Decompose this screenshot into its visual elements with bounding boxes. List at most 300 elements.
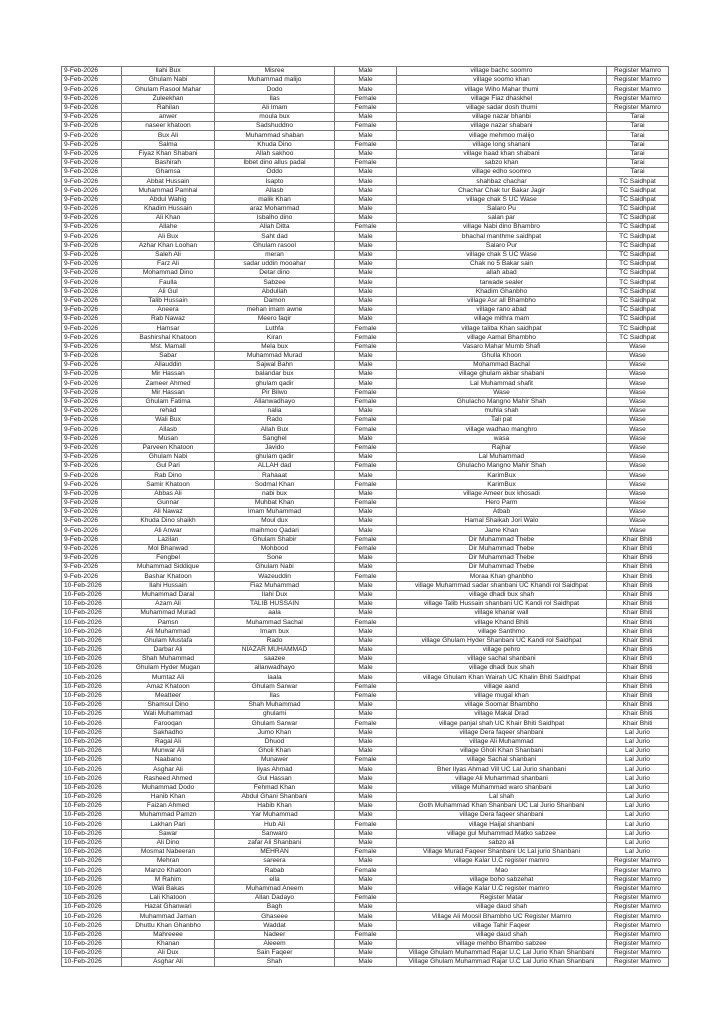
table-row xyxy=(62,241,669,250)
address-cell: village dhadi bux shah xyxy=(397,664,607,673)
date-cell: 9-Feb-2026 xyxy=(62,168,122,177)
guardian-cell: Muhammad Murad xyxy=(215,351,335,360)
name-cell: Mehran xyxy=(122,857,215,866)
address-cell: Wase xyxy=(397,388,607,397)
unit-cell: Register Mamro xyxy=(607,949,669,958)
unit-cell: Lal Jurio xyxy=(607,765,669,774)
gender-cell: Male xyxy=(335,939,397,948)
name-cell: rehad xyxy=(122,406,215,415)
guardian-cell: Bagh xyxy=(215,903,335,912)
guardian-cell: Dodo xyxy=(215,85,335,94)
address-cell: Ghulacho Mangno Mahir Shah xyxy=(397,462,607,471)
table-row xyxy=(62,462,669,471)
gender-cell: Male xyxy=(335,949,397,958)
guardian-cell: araz Mohammad xyxy=(215,204,335,213)
address-cell: village chak S UC Wase xyxy=(397,250,607,259)
unit-cell: Register Mamro xyxy=(607,875,669,884)
guardian-cell: Ghulam Nabi xyxy=(215,563,335,572)
address-cell: village Haijal shanbani xyxy=(397,820,607,829)
guardian-cell: Allah sakhoo xyxy=(215,149,335,158)
unit-cell: Lal Jurio xyxy=(607,756,669,765)
gender-cell: Male xyxy=(335,553,397,562)
guardian-cell: Munawer xyxy=(215,756,335,765)
table-row xyxy=(62,728,669,737)
address-cell: tarwade sealer xyxy=(397,278,607,287)
address-cell: village taliba Khan saidhpat xyxy=(397,324,607,333)
name-cell: Wali Muhammad xyxy=(122,710,215,719)
unit-cell: TC Saidhpat xyxy=(607,177,669,186)
guardian-cell: Allanwadhayo xyxy=(215,397,335,406)
name-cell: Bashar Khatoon xyxy=(122,572,215,581)
table-row xyxy=(62,553,669,562)
name-cell: Lali Khatoon xyxy=(122,893,215,902)
unit-cell: Wase xyxy=(607,498,669,507)
unit-cell: Register Mamro xyxy=(607,94,669,103)
address-cell: village aand xyxy=(397,682,607,691)
name-cell: Muhammad Pamzn xyxy=(122,811,215,820)
date-cell: 9-Feb-2026 xyxy=(62,572,122,581)
date-cell: 9-Feb-2026 xyxy=(62,425,122,434)
date-cell: 10-Feb-2026 xyxy=(62,912,122,921)
table-row xyxy=(62,590,669,599)
table-row xyxy=(62,269,669,278)
table-row xyxy=(62,627,669,636)
gender-cell: Male xyxy=(335,67,397,76)
guardian-cell: ghulam qadir xyxy=(215,379,335,388)
date-cell: 9-Feb-2026 xyxy=(62,342,122,351)
address-cell: village Ghulam Khan Wairah UC Khalin Bhiti Saidhpat xyxy=(397,673,607,682)
gender-cell: Male xyxy=(335,315,397,324)
name-cell: Ilahi Hussain xyxy=(122,581,215,590)
guardian-cell: Dhuod xyxy=(215,737,335,746)
gender-cell: Female xyxy=(335,682,397,691)
table-row xyxy=(62,204,669,213)
address-cell: Vasaro Mahar Mumb Shafi xyxy=(397,342,607,351)
address-cell: Jame Khan xyxy=(397,526,607,535)
name-cell: Asghar Ali xyxy=(122,765,215,774)
date-cell: 9-Feb-2026 xyxy=(62,535,122,544)
name-cell: Meatteer xyxy=(122,691,215,700)
gender-cell: Male xyxy=(335,76,397,85)
gender-cell: Male xyxy=(335,857,397,866)
gender-cell: Female xyxy=(335,342,397,351)
address-cell: village mehbo Bhambo sabzee xyxy=(397,939,607,948)
gender-cell: Male xyxy=(335,241,397,250)
guardian-cell: Ali Imam xyxy=(215,103,335,112)
date-cell: 10-Feb-2026 xyxy=(62,829,122,838)
address-cell: village Asr all Bhambho xyxy=(397,296,607,305)
gender-cell: Male xyxy=(335,673,397,682)
guardian-cell: Fiaz Muhammad xyxy=(215,581,335,590)
gender-cell: Male xyxy=(335,912,397,921)
date-cell: 9-Feb-2026 xyxy=(62,186,122,195)
unit-cell: Wase xyxy=(607,462,669,471)
gender-cell: Male xyxy=(335,379,397,388)
date-cell: 10-Feb-2026 xyxy=(62,875,122,884)
unit-cell: Khair Bhiti xyxy=(607,691,669,700)
address-cell: Village Murad Faqeer Shanbani Uc Lal jurio Shanbani xyxy=(397,847,607,856)
guardian-cell: Muhammad Aneem xyxy=(215,884,335,893)
date-cell: 9-Feb-2026 xyxy=(62,232,122,241)
date-cell: 9-Feb-2026 xyxy=(62,379,122,388)
address-cell: village pehro xyxy=(397,645,607,654)
address-cell: village Khand Bhiti xyxy=(397,618,607,627)
unit-cell: Khair Bhiti xyxy=(607,544,669,553)
table-row xyxy=(62,122,669,131)
address-cell: Hamal Shaikah Jori Walo xyxy=(397,517,607,526)
guardian-cell: Ghulam Sarwar xyxy=(215,682,335,691)
name-cell: Faizan Ahmed xyxy=(122,802,215,811)
guardian-cell: malik Khan xyxy=(215,195,335,204)
gender-cell: Male xyxy=(335,517,397,526)
gender-cell: Female xyxy=(335,572,397,581)
guardian-cell: Shah Muhammad xyxy=(215,700,335,709)
address-cell: village Kalar U.C register mamro xyxy=(397,884,607,893)
table-row xyxy=(62,406,669,415)
gender-cell: Male xyxy=(335,305,397,314)
unit-cell: Khair Bhiti xyxy=(607,553,669,562)
table-row xyxy=(62,480,669,489)
gender-cell: Male xyxy=(335,875,397,884)
table-row xyxy=(62,700,669,709)
guardian-cell: maihmoo Qadari xyxy=(215,526,335,535)
gender-cell: Male xyxy=(335,792,397,801)
table-row xyxy=(62,756,669,765)
table-row xyxy=(62,489,669,498)
guardian-cell: Isbalho dino xyxy=(215,214,335,223)
guardian-cell: Ibbet dino allus padal xyxy=(215,158,335,167)
date-cell: 10-Feb-2026 xyxy=(62,847,122,856)
date-cell: 10-Feb-2026 xyxy=(62,939,122,948)
gender-cell: Female xyxy=(335,443,397,452)
address-cell: village boho sabzehat xyxy=(397,875,607,884)
name-cell: Ghulam Mustafa xyxy=(122,636,215,645)
guardian-cell: Ilahi Dux xyxy=(215,590,335,599)
unit-cell: Khair Bhiti xyxy=(607,535,669,544)
table-row xyxy=(62,572,669,581)
address-cell: village mithra mam xyxy=(397,315,607,324)
address-cell: village soomo khan xyxy=(397,76,607,85)
table-row xyxy=(62,829,669,838)
address-cell: Khadim Ghanbho xyxy=(397,287,607,296)
guardian-cell: Allah Ditta xyxy=(215,223,335,232)
address-cell: Register Matar xyxy=(397,893,607,902)
unit-cell: Khair Bhiti xyxy=(607,682,669,691)
table-row xyxy=(62,397,669,406)
guardian-cell: Isapto xyxy=(215,177,335,186)
unit-cell: TC Saidhpat xyxy=(607,333,669,342)
guardian-cell: zafar Ali Shanbani xyxy=(215,838,335,847)
address-cell: village Fiaz dhaskhel xyxy=(397,94,607,103)
address-cell: muhla shah xyxy=(397,406,607,415)
gender-cell: Male xyxy=(335,526,397,535)
address-cell: village ghulam akbar shabani xyxy=(397,370,607,379)
name-cell: Bux Ali xyxy=(122,131,215,140)
gender-cell: Male xyxy=(335,287,397,296)
name-cell: Musan xyxy=(122,434,215,443)
table-row xyxy=(62,85,669,94)
guardian-cell: Muhammad shaban xyxy=(215,131,335,140)
name-cell: Ali Bux xyxy=(122,232,215,241)
date-cell: 9-Feb-2026 xyxy=(62,508,122,517)
unit-cell: Khair Bhiti xyxy=(607,636,669,645)
table-row xyxy=(62,195,669,204)
unit-cell: Khair Bhiti xyxy=(607,599,669,608)
address-cell: Village Ghulam Muhammad Rajar U.C Lal Jurio Khan Shanbani xyxy=(397,949,607,958)
name-cell: Fiyaz Khan Shabani xyxy=(122,149,215,158)
guardian-cell: Imam Muhammad xyxy=(215,508,335,517)
gender-cell: Female xyxy=(335,158,397,167)
guardian-cell: TALIB HUSSAIN xyxy=(215,599,335,608)
gender-cell: Male xyxy=(335,508,397,517)
gender-cell: Male xyxy=(335,645,397,654)
address-cell: village Tahir Faqeer xyxy=(397,921,607,930)
gender-cell: Female xyxy=(335,691,397,700)
unit-cell: Khair Bhiti xyxy=(607,563,669,572)
name-cell: Wali Bux xyxy=(122,416,215,425)
address-cell: Lal shah xyxy=(397,792,607,801)
name-cell: Zuleekhan xyxy=(122,94,215,103)
address-cell: Chak no 5 Bakar sain xyxy=(397,259,607,268)
guardian-cell: moula bux xyxy=(215,112,335,121)
date-cell: 9-Feb-2026 xyxy=(62,241,122,250)
table-row xyxy=(62,939,669,948)
gender-cell: Female xyxy=(335,388,397,397)
date-cell: 10-Feb-2026 xyxy=(62,673,122,682)
guardian-cell: ghulam qadir xyxy=(215,452,335,461)
date-cell: 10-Feb-2026 xyxy=(62,618,122,627)
date-cell: 9-Feb-2026 xyxy=(62,452,122,461)
table-row xyxy=(62,599,669,608)
address-cell: village Ali Muhammad shanbani xyxy=(397,774,607,783)
date-cell: 10-Feb-2026 xyxy=(62,884,122,893)
name-cell: Ghulam Hyder Mugan xyxy=(122,664,215,673)
table-row xyxy=(62,774,669,783)
date-cell: 9-Feb-2026 xyxy=(62,140,122,149)
unit-cell: Wase xyxy=(607,397,669,406)
date-cell: 10-Feb-2026 xyxy=(62,866,122,875)
unit-cell: Khair Bhiti xyxy=(607,700,669,709)
address-cell: village Dera faqeer shanbani xyxy=(397,728,607,737)
guardian-cell: ALLAH dad xyxy=(215,462,335,471)
date-cell: 9-Feb-2026 xyxy=(62,85,122,94)
address-cell: village Sachal shanbani xyxy=(397,756,607,765)
table-row xyxy=(62,746,669,755)
date-cell: 10-Feb-2026 xyxy=(62,590,122,599)
guardian-cell: Ghulam Shabir xyxy=(215,535,335,544)
date-cell: 9-Feb-2026 xyxy=(62,195,122,204)
unit-cell: Wase xyxy=(607,425,669,434)
guardian-cell: Sain Faqeer xyxy=(215,949,335,958)
table-row xyxy=(62,664,669,673)
unit-cell: Wase xyxy=(607,370,669,379)
address-cell: Salaro Pu xyxy=(397,204,607,213)
guardian-cell: Saht dad xyxy=(215,232,335,241)
name-cell: Ghulam Rasool Mahar xyxy=(122,85,215,94)
unit-cell: Tarai xyxy=(607,122,669,131)
address-cell: Lal Muhammad xyxy=(397,452,607,461)
address-cell: village bachc soomro xyxy=(397,67,607,76)
name-cell: Faulla xyxy=(122,278,215,287)
guardian-cell: Rado xyxy=(215,416,335,425)
name-cell: Wali Bakas xyxy=(122,884,215,893)
address-cell: Bher Ilyas Ahmad Vill UC Lal Jurio shanbani xyxy=(397,765,607,774)
unit-cell: Register Mamro xyxy=(607,893,669,902)
table-row xyxy=(62,361,669,370)
name-cell: Mohammad Dino xyxy=(122,269,215,278)
name-cell: Mst. Mamall xyxy=(122,342,215,351)
name-cell: Hamsar xyxy=(122,324,215,333)
guardian-cell: Ilyas Ahmad xyxy=(215,765,335,774)
guardian-cell: Rahaaat xyxy=(215,471,335,480)
table-row xyxy=(62,315,669,324)
date-cell: 9-Feb-2026 xyxy=(62,76,122,85)
date-cell: 9-Feb-2026 xyxy=(62,498,122,507)
table-row xyxy=(62,278,669,287)
gender-cell: Male xyxy=(335,214,397,223)
unit-cell: Lal Jurio xyxy=(607,728,669,737)
address-cell: village Nabi dino Bhambro xyxy=(397,223,607,232)
name-cell: Asghar Ali xyxy=(122,958,215,967)
guardian-cell: aala xyxy=(215,609,335,618)
name-cell: Muhammad Murad xyxy=(122,609,215,618)
address-cell: Dir Muhammad Thebe xyxy=(397,544,607,553)
address-cell: village Kalar U.C register mamro xyxy=(397,857,607,866)
guardian-cell: Muhbat Khan xyxy=(215,498,335,507)
date-cell: 10-Feb-2026 xyxy=(62,774,122,783)
unit-cell: Wase xyxy=(607,361,669,370)
unit-cell: Wase xyxy=(607,471,669,480)
table-row xyxy=(62,333,669,342)
table-row xyxy=(62,682,669,691)
unit-cell: Wase xyxy=(607,508,669,517)
table-row xyxy=(62,636,669,645)
name-cell: Khuda Dino shaikh xyxy=(122,517,215,526)
gender-cell: Female xyxy=(335,462,397,471)
gender-cell: Female xyxy=(335,480,397,489)
gender-cell: Male xyxy=(335,186,397,195)
table-body xyxy=(62,67,669,967)
unit-cell: Khair Bhiti xyxy=(607,710,669,719)
table-row xyxy=(62,186,669,195)
table-row xyxy=(62,673,669,682)
table-row xyxy=(62,158,669,167)
date-cell: 9-Feb-2026 xyxy=(62,517,122,526)
date-cell: 9-Feb-2026 xyxy=(62,214,122,223)
gender-cell: Female xyxy=(335,103,397,112)
name-cell: Abbas Ali xyxy=(122,489,215,498)
table-row xyxy=(62,508,669,517)
guardian-cell: saazee xyxy=(215,655,335,664)
gender-cell: Male xyxy=(335,85,397,94)
unit-cell: Lal Jurio xyxy=(607,829,669,838)
table-row xyxy=(62,847,669,856)
gender-cell: Male xyxy=(335,838,397,847)
table-row xyxy=(62,820,669,829)
name-cell: Bashirshal Khatoon xyxy=(122,333,215,342)
gender-cell: Female xyxy=(335,756,397,765)
gender-cell: Female xyxy=(335,94,397,103)
date-cell: 9-Feb-2026 xyxy=(62,131,122,140)
gender-cell: Male xyxy=(335,802,397,811)
table-row xyxy=(62,563,669,572)
guardian-cell: balandar bux xyxy=(215,370,335,379)
name-cell: Gul Pari xyxy=(122,462,215,471)
unit-cell: Wase xyxy=(607,388,669,397)
date-cell: 10-Feb-2026 xyxy=(62,756,122,765)
address-cell: village Ali Muhammad xyxy=(397,737,607,746)
date-cell: 9-Feb-2026 xyxy=(62,544,122,553)
address-cell: village nazar bhanbi xyxy=(397,112,607,121)
date-cell: 10-Feb-2026 xyxy=(62,682,122,691)
date-cell: 10-Feb-2026 xyxy=(62,930,122,939)
unit-cell: Register Mamro xyxy=(607,884,669,893)
table-row xyxy=(62,416,669,425)
name-cell: Hazat Ghanwari xyxy=(122,903,215,912)
address-cell: bhachal manthme saidhpat xyxy=(397,232,607,241)
name-cell: Azhar Khan Loohan xyxy=(122,241,215,250)
gender-cell: Male xyxy=(335,278,397,287)
guardian-cell: Gul Hassan xyxy=(215,774,335,783)
date-cell: 9-Feb-2026 xyxy=(62,296,122,305)
guardian-cell: Luthfa xyxy=(215,324,335,333)
unit-cell: Khair Bhiti xyxy=(607,627,669,636)
unit-cell: Khair Bhiti xyxy=(607,673,669,682)
address-cell: Dir Muhammad Thebe xyxy=(397,553,607,562)
name-cell: Ghulam Fatima xyxy=(122,397,215,406)
gender-cell: Male xyxy=(335,250,397,259)
table-row xyxy=(62,719,669,728)
table-row xyxy=(62,765,669,774)
name-cell: Mahreeee xyxy=(122,930,215,939)
name-cell: Gunnar xyxy=(122,498,215,507)
guardian-cell: sareera xyxy=(215,857,335,866)
date-cell: 9-Feb-2026 xyxy=(62,67,122,76)
table-row xyxy=(62,838,669,847)
unit-cell: Register Mamro xyxy=(607,958,669,967)
name-cell: Bashirah xyxy=(122,158,215,167)
address-cell: KarimBux xyxy=(397,480,607,489)
name-cell: Sabar xyxy=(122,351,215,360)
name-cell: Ghulam Nabi xyxy=(122,76,215,85)
guardian-cell: Mela bux xyxy=(215,342,335,351)
guardian-cell: mehan imam awne xyxy=(215,305,335,314)
name-cell: Ragal Ali xyxy=(122,737,215,746)
date-cell: 9-Feb-2026 xyxy=(62,388,122,397)
name-cell: naseer khatoon xyxy=(122,122,215,131)
name-cell: Ali Anwar xyxy=(122,526,215,535)
table-row xyxy=(62,958,669,967)
date-cell: 9-Feb-2026 xyxy=(62,223,122,232)
gender-cell: Male xyxy=(335,406,397,415)
name-cell: Ali Muhammad xyxy=(122,627,215,636)
unit-cell: Lal Jurio xyxy=(607,746,669,755)
date-cell: 9-Feb-2026 xyxy=(62,204,122,213)
address-cell: village gul Muhammad Matko sabzee xyxy=(397,829,607,838)
gender-cell: Male xyxy=(335,655,397,664)
unit-cell: Khair Bhiti xyxy=(607,590,669,599)
unit-cell: Khair Bhiti xyxy=(607,664,669,673)
name-cell: Dhuttu Khan Ghanbho xyxy=(122,921,215,930)
unit-cell: TC Saidhpat xyxy=(607,287,669,296)
guardian-cell: Waddat xyxy=(215,921,335,930)
date-cell: 10-Feb-2026 xyxy=(62,645,122,654)
gender-cell: Male xyxy=(335,958,397,967)
name-cell: Farooqan xyxy=(122,719,215,728)
guardian-cell: Sanwaro xyxy=(215,829,335,838)
name-cell: Manzo Khatoon xyxy=(122,866,215,875)
table-row xyxy=(62,250,669,259)
